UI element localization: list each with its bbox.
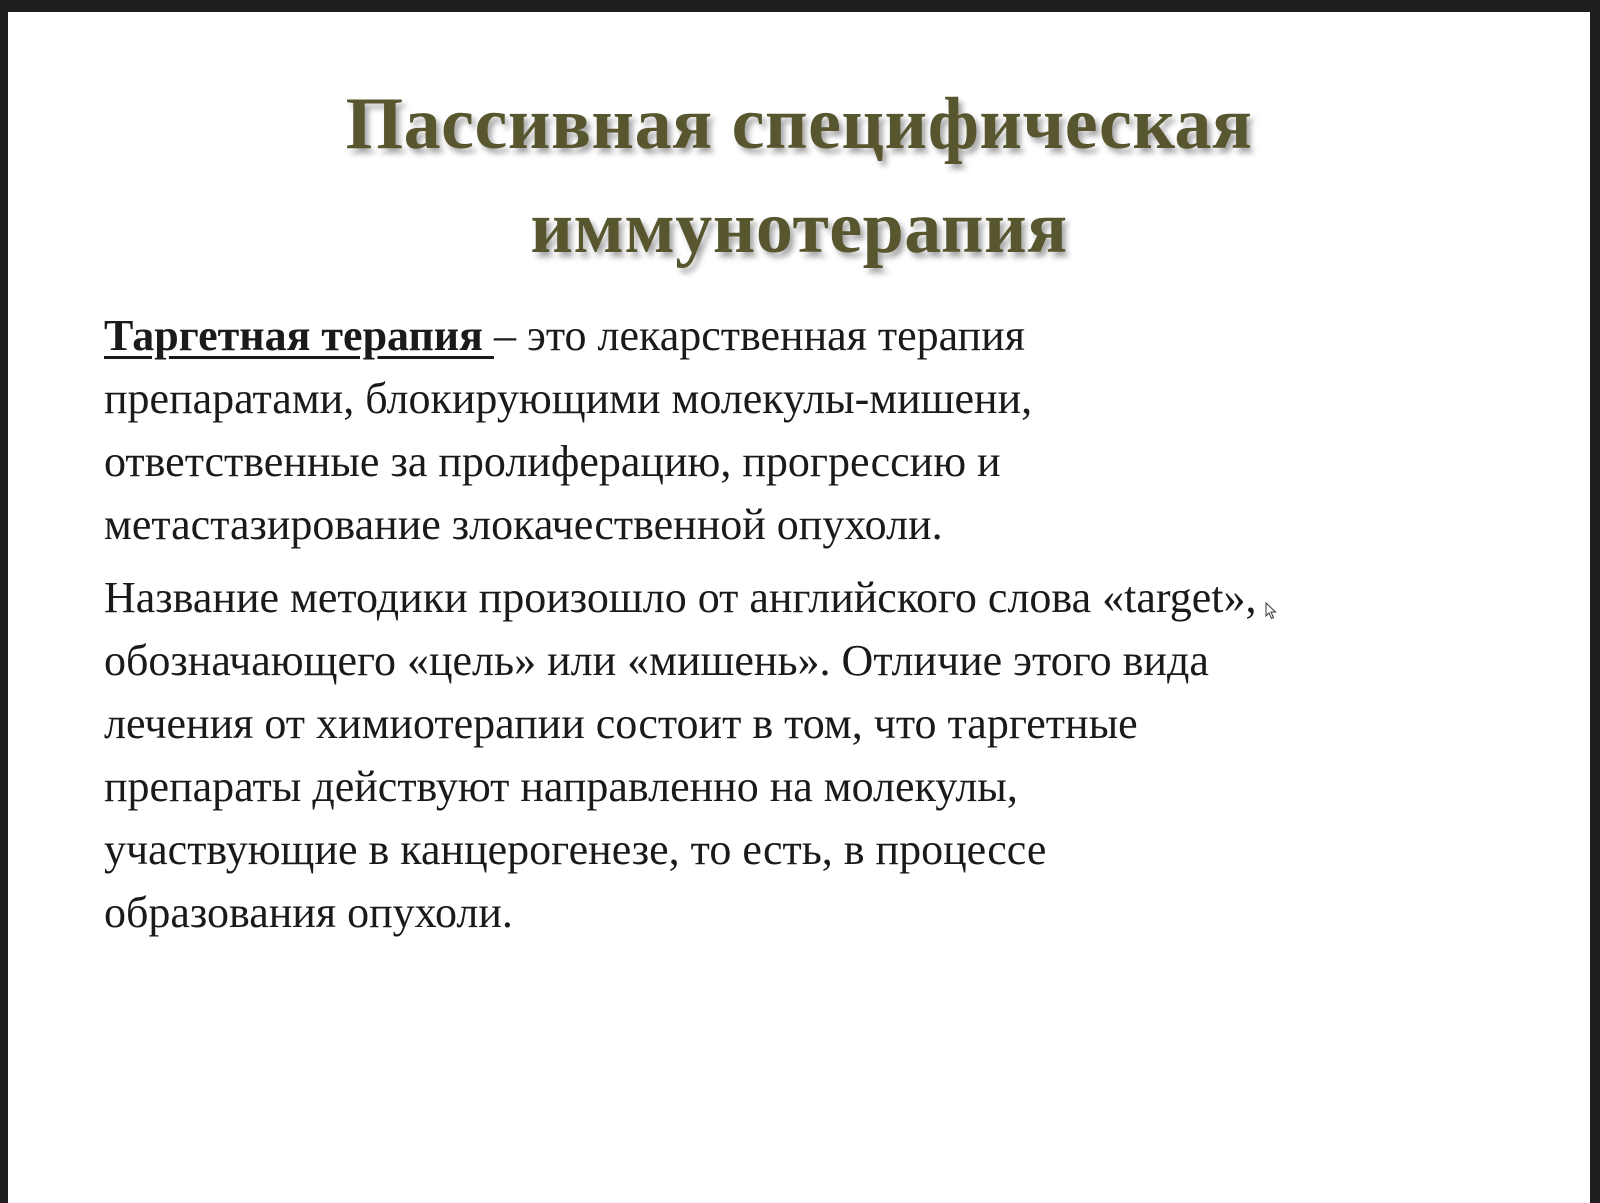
presentation-slide xyxy=(8,12,1590,1203)
mouse-pointer-icon xyxy=(1265,602,1277,620)
etymology-line-6: образования опухоли. xyxy=(104,888,513,937)
term-targeted-therapy: Таргетная терапия xyxy=(104,311,494,360)
etymology-paragraph xyxy=(104,566,1524,944)
slide-body xyxy=(104,304,1524,954)
etymology-line-5: участвующие в канцерогенезе, то есть, в процессе xyxy=(104,825,1047,874)
etymology-line-4: препараты действуют направленно на молекулы, xyxy=(104,762,1018,811)
definition-paragraph xyxy=(104,304,1524,556)
definition-line-1 xyxy=(104,304,1524,367)
definition-line-4: метастазирование злокачественной опухоли. xyxy=(104,500,943,549)
etymology-line-3: лечения от химиотерапии состоит в том, что таргетные xyxy=(104,699,1138,748)
slide-title-line-1: Пассивная специфическая xyxy=(345,83,1253,165)
definition-line-3: ответственные за пролиферацию, прогрессию и xyxy=(104,437,1001,486)
slide-title xyxy=(8,72,1590,280)
etymology-line-1: Название методики произошло от английского слова «target», xyxy=(104,573,1257,622)
slide-title-line-2: иммунотерапия xyxy=(530,187,1068,269)
definition-line-2: препаратами, блокирующими молекулы-мишени, xyxy=(104,374,1033,423)
definition-line-1-text: – это лекарственная терапия xyxy=(493,311,1025,360)
etymology-line-2: обозначающего «цель» или «мишень». Отличие этого вида xyxy=(104,636,1209,685)
